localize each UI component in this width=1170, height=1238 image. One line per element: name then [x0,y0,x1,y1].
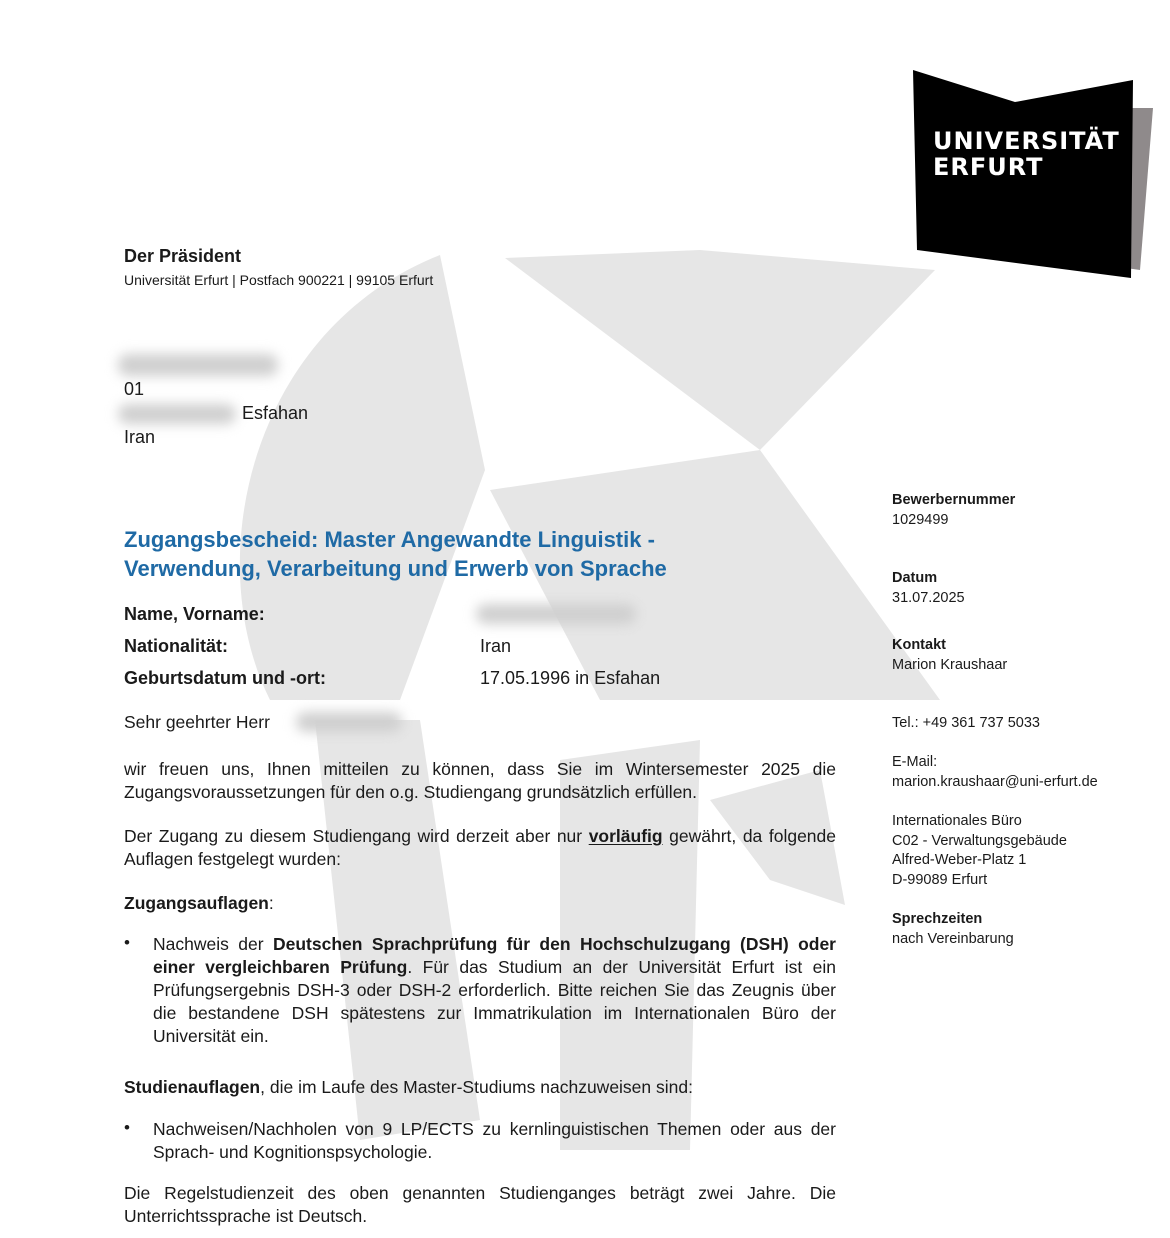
paragraph-provisional [124,825,836,871]
sidebar-office [892,812,1152,890]
office-line4: D-99089 Erfurt [892,871,988,888]
access-heading-text: Zugangsauflagen [124,893,269,913]
hours-label: Sprechzeiten [892,911,983,927]
redacted-recipient-street [118,404,236,424]
birth-value: 17.05.1996 in Esfahan [480,668,661,688]
applicant-value: 1029499 [892,511,949,528]
nationality-label: Nationalität: [124,636,229,656]
sidebar-date [892,569,1152,608]
sidebar-email [892,753,1152,792]
logo-text-line2: ERFURT [933,153,1044,181]
paragraph-duration: Die Regelstudienzeit des oben genannten Studienganges beträgt zwei Jahre. Die Unterrichtssprache ist Deutsch. [124,1183,836,1226]
redacted-name-value [476,604,636,624]
university-logo [905,68,1155,280]
paragraph-provisional-post: gewährt, da folgende Auflagen festgelegt wurden: [124,826,836,869]
subject-line2: Verwendung, Verarbeitung und Erwerb von Sprache [124,556,667,581]
recipient-city: Esfahan [242,403,309,423]
sidebar-hours [892,910,1152,949]
sender-return-address: Universität Erfurt | Postfach 900221 | 99105 Erfurt [124,272,434,288]
subject-heading [124,525,864,583]
study-heading-suffix: , die im Laufe des Master-Studiums nachzuweisen sind: [260,1077,693,1097]
date-value: 31.07.2025 [892,589,965,606]
access-item-post: . Für das Studium an der Universität Erfurt ist ein Prüfungsergebnis DSH-3 oder DSH-2 erforderlich. Bitte reichen Sie das Zeugnis über die bestandene DSH spätestens zur Immatrikulation im Internationalen Büro der Universität ein. [153,957,836,1046]
contact-label: Kontakt [892,637,946,653]
office-line2: C02 - Verwaltungsgebäude [892,832,1067,849]
email-label: E-Mail: [892,754,938,770]
name-label: Name, Vorname: [124,604,265,624]
sender-title: Der Präsident [124,246,242,266]
hours-value: nach Vereinbarung [892,930,1014,947]
date-label: Datum [892,570,938,586]
redacted-salutation-name [296,712,402,732]
access-bullet: • [124,933,130,952]
contact-value: Marion Kraushaar [892,656,1008,673]
email-value: marion.kraushaar@uni-erfurt.de [892,773,1098,790]
access-conditions-heading [124,892,836,915]
salutation: Sehr geehrter Herr [124,712,270,732]
sidebar-contact [892,636,1152,675]
applicant-label: Bewerbernummer [892,492,1016,508]
access-item-bold: Deutschen Sprachprüfung für den Hochschulzugang (DSH) oder einer vergleichbaren Prüfung [153,934,836,977]
paragraph-provisional-pre: Der Zugang zu diesem Studiengang wird derzeit aber nur [124,826,589,846]
recipient-line-number: 01 [124,379,145,399]
access-heading-suffix: : [268,893,274,913]
birth-label: Geburtsdatum und -ort: [124,668,326,688]
access-item-pre: Nachweis der [153,934,273,954]
office-line3: Alfred-Weber-Platz 1 [892,852,1027,868]
sidebar-applicant [892,491,1152,530]
recipient-country: Iran [124,427,156,447]
provisional-emphasis: vorläufig [588,826,663,846]
redacted-recipient-name [118,354,278,376]
office-line1: Internationales Büro [892,813,1022,829]
subject-line1: Zugangsbescheid: Master Angewandte Linguistik - [124,527,655,552]
sidebar-phone: Tel.: +49 361 737 5033 [892,715,1040,731]
logo-text-line1: UNIVERSITÄT [933,127,1120,155]
access-condition-item [153,933,836,1048]
study-heading-text: Studienauflagen [124,1077,261,1097]
study-conditions-heading [124,1076,836,1099]
paragraph-intro: wir freuen uns, Ihnen mitteilen zu können, dass Sie im Wintersemester 2025 die Zugangsvoraussetzungen für den o.g. Studiengang grundsätzlich erfüllen. [124,759,836,802]
study-condition-item: Nachweisen/Nachholen von 9 LP/ECTS zu kernlinguistischen Themen oder aus der Sprach- und Kognitionspsychologie. [153,1119,836,1162]
nationality-value: Iran [480,636,512,656]
study-bullet: • [124,1118,130,1137]
